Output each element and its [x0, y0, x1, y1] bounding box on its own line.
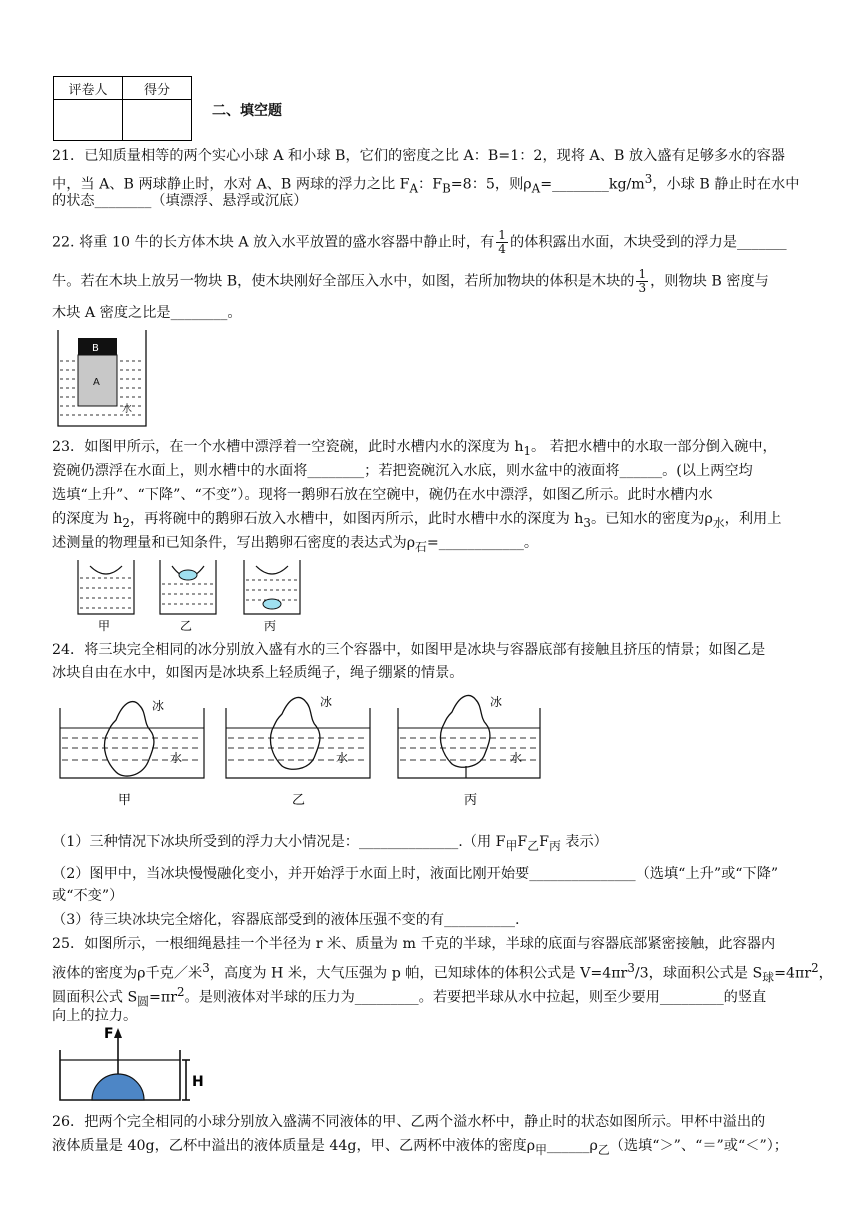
- fig24-label-bing: 丙: [464, 793, 478, 808]
- ice-label-3: 冰: [490, 695, 503, 709]
- q24-sub2b: 或“不变”）: [52, 888, 124, 904]
- q22-figure: [54, 326, 150, 430]
- force-label: F: [104, 1026, 114, 1042]
- q26-line1: 26．把两个完全相同的小球分别放入盛满不同液体的甲、乙两个溢水杯中，静止时的状态如图所示。甲杯中溢出的: [52, 1114, 766, 1130]
- q23-line2: 瓷碗仍漂浮在水面上，则水槽中的水面将________；若把瓷碗沉入水底，则水盆中的液面将______。(以上两空均: [52, 463, 753, 479]
- ice-jia: [104, 702, 153, 776]
- q23-line1: 23．如图甲所示，在一个水槽中漂浮着一空瓷碗，此时水槽内水的深度为 $h_1$。 若把水槽中的水取一部分倒入碗中，: [52, 439, 777, 458]
- q24-sub2a: （2）图甲中，当冰块慢慢融化变小，并开始浮于水面上时，液面比刚开始要_______________（选填“上升”或“下降”: [52, 866, 779, 882]
- ice-bing: [440, 696, 489, 768]
- q22-text-1b: 的体积露出水面，木块受到的浮力是_______: [509, 234, 787, 251]
- grader-header: 评卷人: [54, 77, 123, 100]
- q22-text-2b: ，则物块 B 密度与: [650, 273, 769, 290]
- q24-sub1: （1）三种情况下冰块所受到的浮力大小情况是：______________.（用 $F_甲F_乙F_丙$ 表示）: [52, 834, 608, 853]
- q23-line3: 选填“上升”、“下降”、“不变”）。现将一鹅卵石放在空碗中，碗仍在水中漂浮，如图乙所示。此时水槽内水: [52, 487, 713, 503]
- q22-text-2a: 牛。若在木块上放另一物块 B，使木块刚好全部压入水中，如图，若所加物块的体积是木块的: [52, 273, 635, 290]
- ice-label-2: 冰: [320, 695, 333, 709]
- q24-line2: 冰块自由在水中，如图丙是冰块系上轻质绳子，绳子绷紧的情景。: [52, 665, 464, 681]
- arrow-up-icon: [114, 1028, 122, 1038]
- q25-line1: 25．如图所示，一根细绳悬挂一个半径为 r 米、质量为 m 千克的半球，半球的底面与容器底部紧密接触，此容器内: [52, 936, 776, 952]
- label-a: A: [93, 377, 100, 388]
- q21-line3: 的状态________（填漂浮、悬浮或沉底）: [52, 193, 308, 209]
- q25-line2: 液体的密度为ρ千克／米$^3$，高度为 H 米，大气压强为 p 帕，已知球体的体积公式是 $V=4\pi r^3/3$，球面积公式是 $S_球=4\pi r^2$，: [52, 961, 833, 985]
- q26-line2: 液体质量是 40g，乙杯中溢出的液体质量是 44g，甲、乙两杯中液体的密度$\rho_甲\_\_\_\_\_\_\rho_乙$（选填“＞”、“＝”或“＜”）；: [52, 1138, 788, 1157]
- fig-label-bing: 丙: [264, 619, 277, 632]
- fig24-label-yi: 乙: [292, 793, 306, 808]
- fig-label-jia: 甲: [98, 619, 111, 632]
- fig-label-yi: 乙: [180, 619, 193, 632]
- q25-figure: [56, 1024, 216, 1104]
- label-water: 水: [122, 404, 132, 415]
- score-cell[interactable]: [123, 100, 192, 141]
- ice-yi: [270, 698, 319, 770]
- q22-line3: 木块 A 密度之比是________。: [52, 305, 242, 321]
- height-label: H: [192, 1074, 204, 1090]
- q24-line1: 24．将三块完全相同的冰分别放入盛有水的三个容器中，如图甲是冰块与容器底部有接触且挤压的情景；如图乙是: [52, 642, 766, 658]
- q22-line1: [52, 229, 787, 256]
- q24-sub3: （3）待三块冰块完全熔化，容器底部受到的液体压强不变的有__________.: [52, 912, 520, 928]
- q25-line4: 向上的拉力。: [52, 1008, 138, 1024]
- q23-line4: 的深度为 $h_2$，再将碗中的鹅卵石放入水槽中，如图丙所示，此时水槽中水的深度为 $h_3$。已知水的密度为$\rho_水$，利用上: [52, 511, 782, 530]
- q23-line5: 述测量的物理量和已知条件，写出鹅卵石密度的表达式为$\rho_石=\_\_\_\_\_\_\_\_\_\_\_\_$。: [52, 535, 539, 554]
- q21-line2: 中，当 A、B 两球静止时，水对 A、B 两球的浮力之比 $F_A$：$F_B=8$：5，则$\rho_A=\_\_\_\_\_\_\_\_kg/m^3$，小球 B 静止时在水中: [52, 172, 800, 196]
- label-b: B: [92, 343, 99, 354]
- water-label-1: 水: [170, 751, 183, 765]
- q22-line2: [52, 268, 769, 295]
- grader-cell[interactable]: [54, 100, 123, 141]
- fig24-label-jia: 甲: [118, 793, 132, 808]
- fraction-third: $\frac{1}{3}$: [638, 267, 647, 295]
- fraction-quarter: $\frac{1}{4}$: [498, 228, 506, 256]
- egg-at-bottom: [263, 599, 281, 609]
- water-label-3: 水: [510, 751, 523, 765]
- q25-line3: 圆面积公式 $S_圆=\pi r^2$。是则液体对半球的压力为_________。若要把半球从水中拉起，则至少要用_________的竖直: [52, 985, 767, 1009]
- q23-figures: [70, 556, 310, 632]
- hemisphere: [92, 1074, 144, 1100]
- score-header: 得分: [123, 77, 192, 100]
- egg-in-bowl: [179, 570, 197, 580]
- q21-line1: 21．已知质量相等的两个实心小球 A 和小球 B，它们的密度之比 A：B=1：2，现将 A、B 放入盛有足够多水的容器: [52, 148, 785, 164]
- section-title: 二、填空题: [212, 103, 282, 119]
- water-label-2: 水: [336, 751, 349, 765]
- score-table: [53, 76, 192, 141]
- ice-label-1: 冰: [152, 699, 165, 713]
- q24-figures: [54, 690, 574, 812]
- q22-text-1a: 22. 将重 10 牛的长方体木块 A 放入水平放置的盛水容器中静止时，有: [52, 234, 495, 251]
